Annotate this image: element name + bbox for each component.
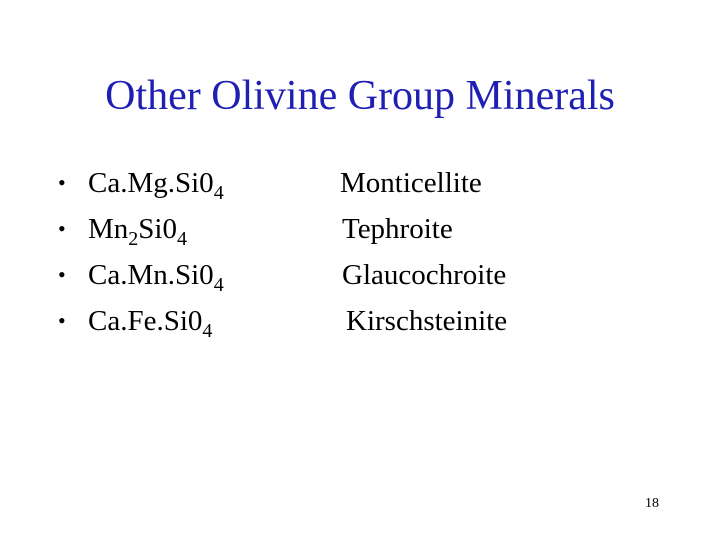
mineral-formula [88, 206, 187, 252]
formula-subscript: 4 [213, 274, 224, 296]
slide-title: Other Olivine Group Minerals [105, 73, 615, 119]
mineral-name: Kirschsteinite [346, 305, 508, 337]
mineral-list [58, 160, 658, 344]
mineral-name: Monticellite [340, 167, 482, 199]
list-item [58, 160, 658, 206]
formula-text: Mn [88, 213, 129, 245]
bullet: • [58, 262, 66, 287]
mineral-formula [88, 298, 212, 344]
mineral-name: Glaucochroite [342, 259, 507, 291]
formula-text: Ca.Mg.Si0 [88, 167, 214, 199]
formula-subscript: 4 [213, 182, 224, 204]
bullet: • [58, 170, 66, 195]
formula-subscript: 2 [128, 228, 139, 250]
page-number: 18 [645, 496, 659, 511]
formula-text: Si0 [138, 213, 177, 245]
mineral-name: Tephroite [342, 213, 453, 245]
list-item [58, 298, 658, 344]
list-item [58, 252, 658, 298]
formula-subscript: 4 [202, 320, 213, 342]
list-item [58, 206, 658, 252]
mineral-formula [88, 160, 224, 206]
mineral-formula [88, 252, 224, 298]
bullet: • [58, 216, 66, 241]
formula-subscript: 4 [176, 228, 187, 250]
bullet: • [58, 308, 66, 333]
formula-text: Ca.Fe.Si0 [88, 305, 203, 337]
formula-text: Ca.Mn.Si0 [88, 259, 214, 291]
